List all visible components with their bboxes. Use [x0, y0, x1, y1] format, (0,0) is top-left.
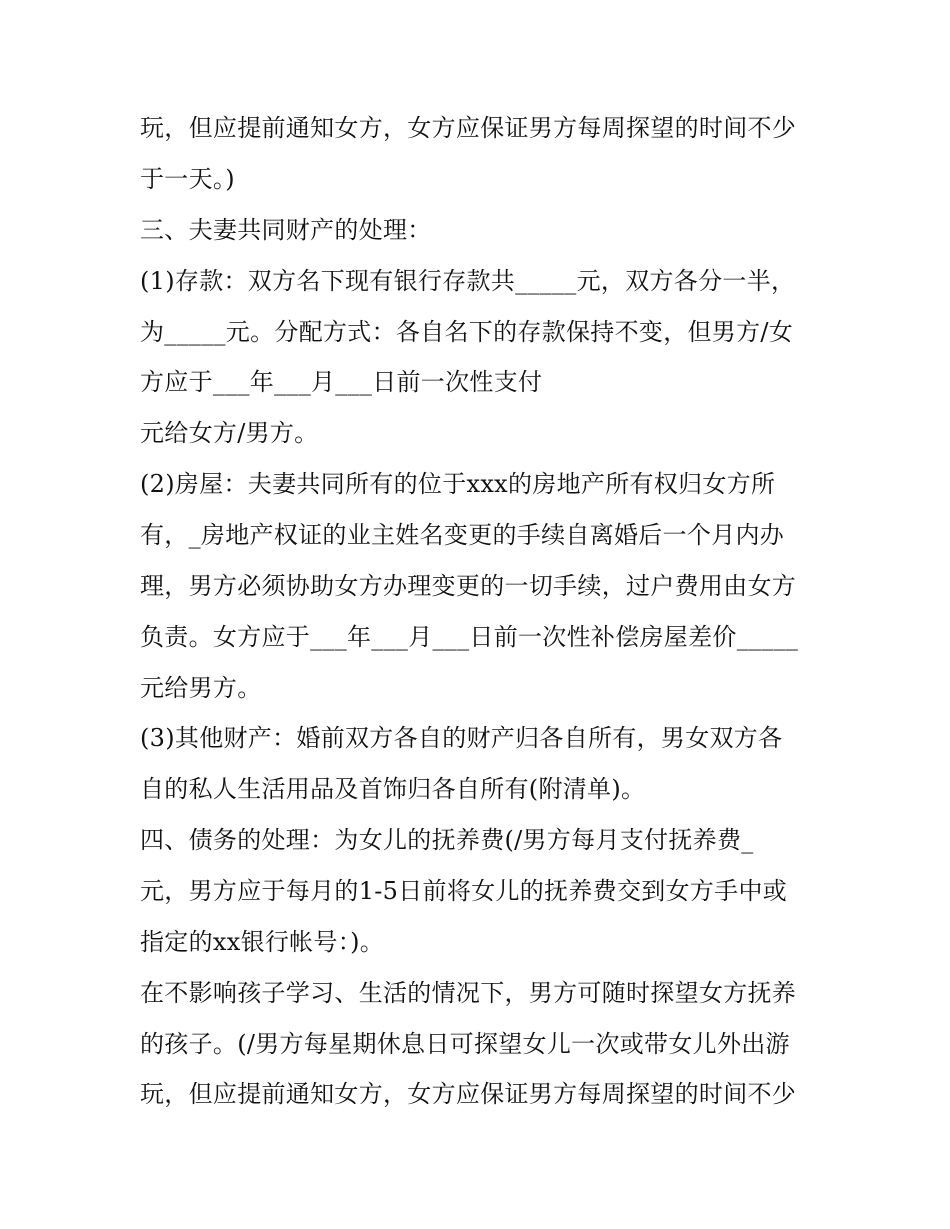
text-line: 理，男方必须协助女方办理变更的一切手续，过户费用由女方 [140, 572, 797, 600]
section-heading: 四、债务的处理：为女儿的抚养费(/男方每月支付抚养费_ [140, 826, 754, 854]
text-line: 指定的xx银行帐号：)。 [140, 928, 385, 956]
text-line: 自的私人生活用品及首饰归各自所有(附清单)。 [140, 775, 646, 803]
text-line: 在不影响孩子学习、生活的情况下，男方可随时探望女方抚养 [140, 979, 797, 1007]
section-heading: 三、夫妻共同财产的处理： [140, 216, 432, 244]
text-line: 的孩子。(/男方每星期休息日可探望女儿一次或带女儿外出游 [140, 1030, 790, 1058]
text-line: 方应于___年___月___日前一次性支付 [140, 368, 543, 396]
text-line: 负责。女方应于___年___月___日前一次性补偿房屋差价_____ [140, 623, 799, 651]
text-line: (2)房屋：夫妻共同所有的位于xxx的房地产所有权归女方所 [140, 470, 776, 498]
text-line: 元，男方应于每月的1-5日前将女儿的抚养费交到女方手中或 [140, 877, 788, 905]
text-line: 玩，但应提前通知女方，女方应保证男方每周探望的时间不少 [140, 114, 797, 142]
text-line: 为_____元。分配方式：各自名下的存款保持不变，但男方/女 [140, 318, 794, 346]
text-line: 元给男方。 [140, 674, 262, 702]
text-line: 于一天。) [140, 165, 235, 193]
text-line: 有，_房地产权证的业主姓名变更的手续自离婚后一个月内办 [140, 521, 785, 549]
text-line: (3)其他财产：婚前双方各自的财产归各自所有，男女双方各 [140, 724, 783, 752]
text-line: 玩，但应提前通知女方，女方应保证男方每周探望的时间不少 [140, 1080, 797, 1108]
text-line: (1)存款：双方名下现有银行存款共_____元，双方各分一半， [140, 267, 796, 295]
text-line: 元给女方/男方。 [140, 419, 319, 447]
